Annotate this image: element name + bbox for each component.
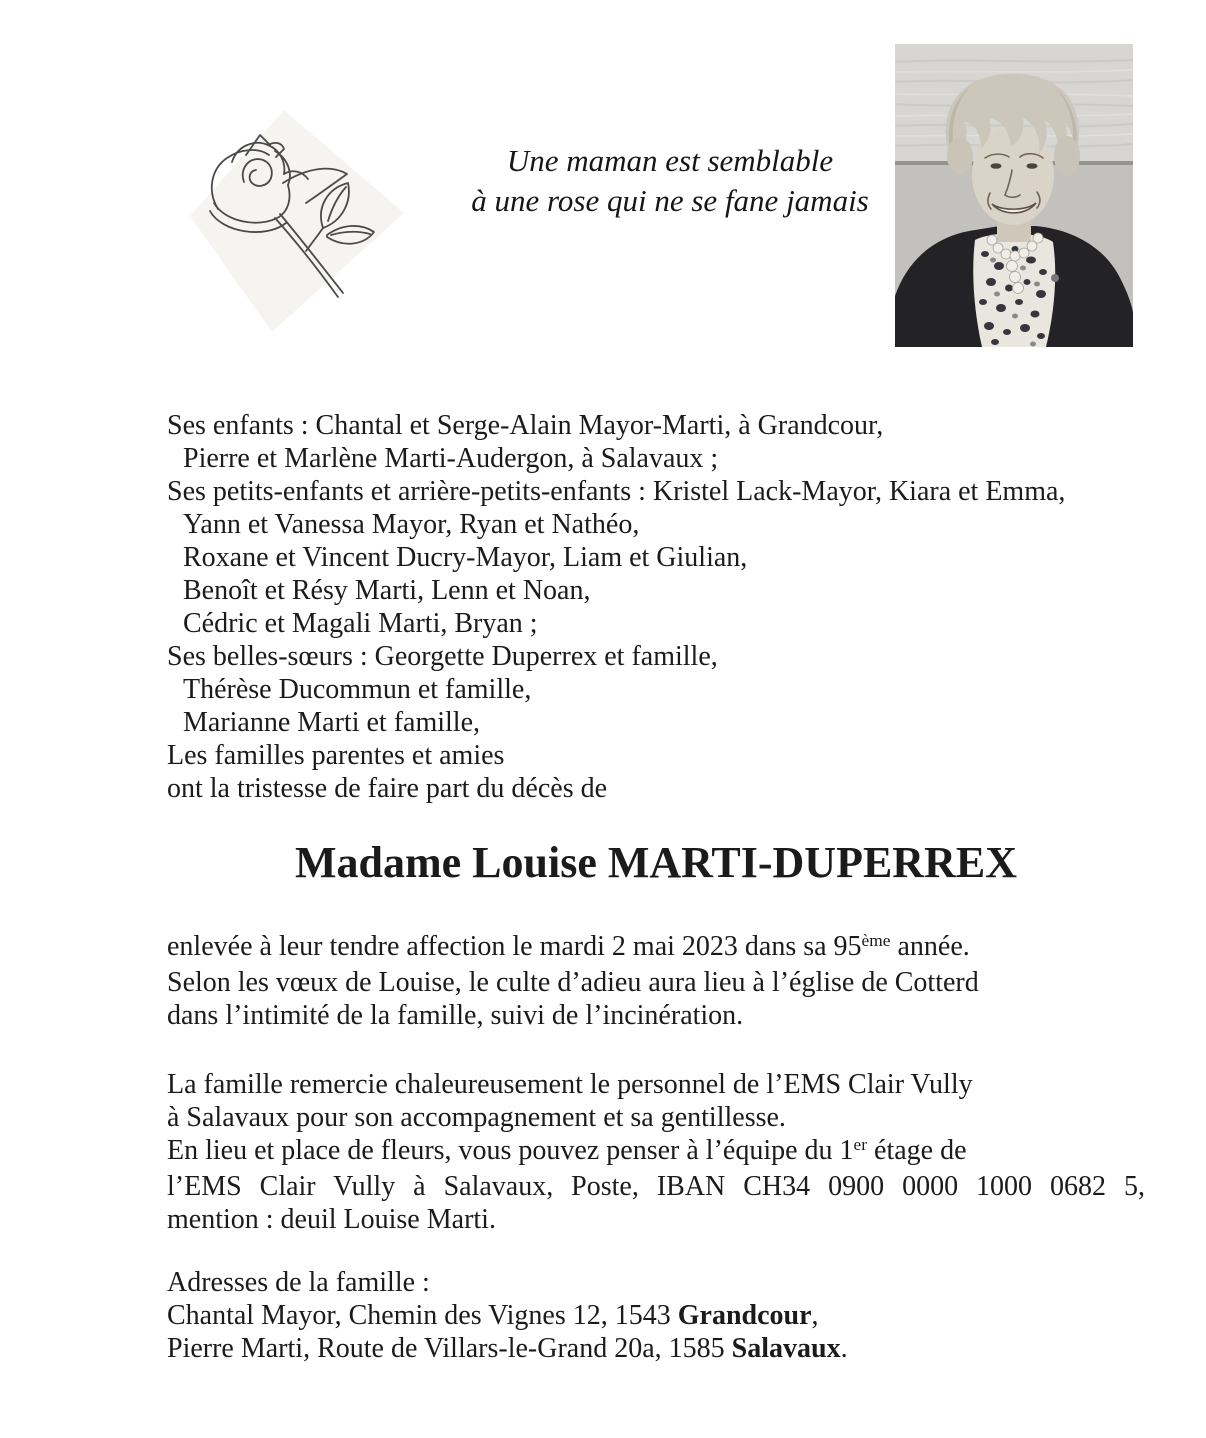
- thanks-text-segment: En lieu et place de fleurs, vous pouvez penser à l’équipe du 1: [167, 1135, 854, 1166]
- family-list: [167, 409, 1145, 805]
- family-line: Ses enfants : Chantal et Serge-Alain Mayor-Marti, à Grandcour,: [167, 410, 884, 441]
- address-text-segment: Pierre Marti, Route de Villars-le-Grand 20a, 1585: [167, 1333, 732, 1364]
- thanks-paragraph: [167, 1068, 1145, 1236]
- thanks-line: La famille remercie chaleureusement le personnel de l’EMS Clair Vully: [167, 1069, 973, 1100]
- family-line: Les familles parentes et amies: [167, 740, 505, 771]
- portrait-photo: [895, 44, 1133, 347]
- announcement-line: Selon les vœux de Louise, le culte d’adieu aura lieu à l’église de Cotterd: [167, 967, 979, 998]
- portrait-photo-icon: [895, 44, 1133, 347]
- announcement-text-segment: enlevée à leur tendre affection le mardi 2 mai 2023 dans sa 95: [167, 931, 862, 962]
- family-line: Pierre et Marlène Marti-Audergon, à Salavaux ;: [183, 443, 719, 474]
- address-line: [167, 1299, 1145, 1332]
- family-line: Roxane et Vincent Ducry-Mayor, Liam et Giulian,: [183, 542, 748, 573]
- address-text-segment: .: [840, 1333, 848, 1364]
- locality-bold: Grandcour: [677, 1300, 812, 1331]
- thanks-line: [167, 1134, 1145, 1170]
- ordinal-suffix: ème: [861, 931, 891, 951]
- family-line: Ses belles-sœurs : Georgette Duperrex et famille,: [167, 641, 718, 672]
- diamond-background: [190, 110, 404, 332]
- family-line: ont la tristesse de faire part du décès de: [167, 773, 608, 804]
- address-text-segment: Chantal Mayor, Chemin des Vignes 12, 1543: [167, 1300, 678, 1331]
- family-line: Cédric et Magali Marti, Bryan ;: [183, 608, 538, 639]
- announcement-line: dans l’intimité de la famille, suivi de l’incinération.: [167, 1000, 744, 1031]
- address-text-segment: ,: [811, 1300, 819, 1331]
- address-line: [167, 1332, 1145, 1365]
- announcement-text: [167, 409, 1145, 1365]
- family-line: Benoît et Résy Marti, Lenn et Noan,: [183, 575, 591, 606]
- ordinal-suffix: er: [853, 1135, 868, 1155]
- quote-block: [430, 141, 910, 221]
- thanks-text-segment: étage de: [867, 1135, 967, 1166]
- death-details: [167, 930, 1145, 1032]
- announcement-text-segment: année.: [890, 931, 970, 962]
- thanks-line-iban: l’EMS Clair Vully à Salavaux, Poste, IBAN CH34 0900 0000 1000 0682 5,: [167, 1171, 1145, 1202]
- family-line: Yann et Vanessa Mayor, Ryan et Nathéo,: [183, 509, 640, 540]
- quote-line-1: Une maman est semblable: [506, 143, 834, 178]
- quote-line-2: à une rose qui ne se fane jamais: [471, 183, 869, 218]
- deceased-name-title: Madame Louise MARTI-DUPERREX: [295, 838, 1017, 887]
- family-line: Ses petits-enfants et arrière-petits-enfants : Kristel Lack-Mayor, Kiara et Emma,: [167, 476, 1066, 507]
- rose-sketch-image: [180, 85, 425, 350]
- addresses-paragraph: [167, 1266, 1145, 1365]
- announcement-line: [167, 930, 1145, 966]
- family-line: Marianne Marti et famille,: [183, 707, 480, 738]
- thanks-line: mention : deuil Louise Marti.: [167, 1204, 496, 1235]
- locality-bold: Salavaux: [731, 1333, 841, 1364]
- thanks-line: à Salavaux pour son accompagnement et sa gentillesse.: [167, 1102, 786, 1133]
- addresses-heading: Adresses de la famille :: [167, 1267, 430, 1298]
- family-line: Thérèse Ducommun et famille,: [183, 674, 532, 705]
- rose-icon: [180, 85, 425, 350]
